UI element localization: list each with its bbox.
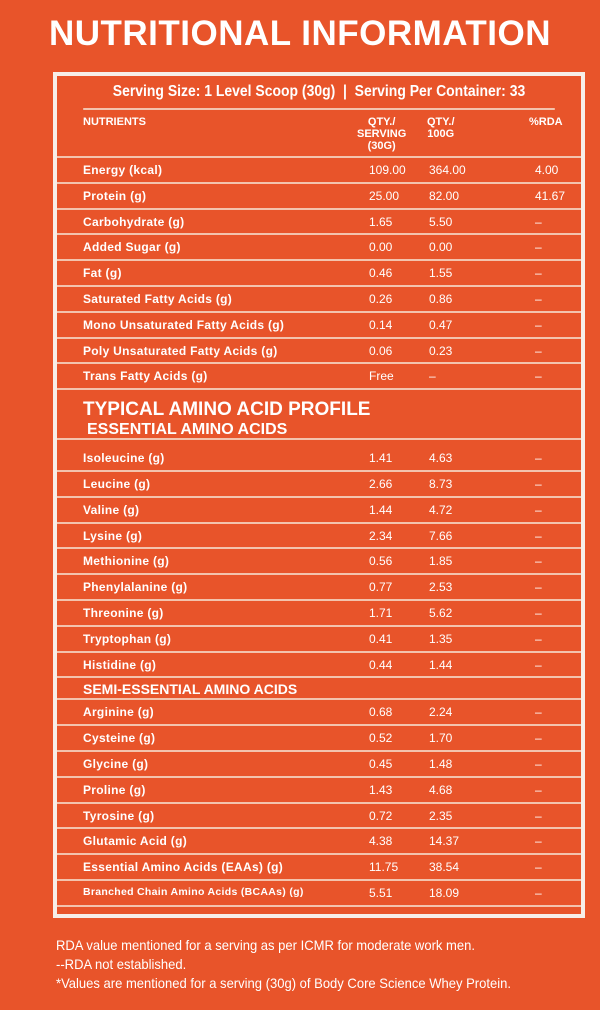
- rda-percent: –: [535, 885, 542, 900]
- table-row: [57, 627, 581, 653]
- table-row: [57, 184, 581, 210]
- qty-per-serving: 0.68: [369, 705, 393, 720]
- rda-percent: –: [535, 266, 542, 281]
- table-row: [57, 549, 581, 575]
- table-row: [57, 881, 581, 907]
- qty-per-100g: 364.00: [429, 163, 466, 177]
- qty-per-100g: 1.55: [429, 266, 453, 281]
- semi-rows: [57, 700, 581, 906]
- qty-per-serving: 1.44: [369, 502, 393, 517]
- nutrient-name: Branched Chain Amino Acids (BCAAs) (g): [83, 885, 304, 898]
- footnote: --RDA not established.: [56, 956, 187, 972]
- nutrients-rows: [57, 158, 581, 390]
- qty-per-serving: 4.38: [369, 834, 393, 849]
- nutrition-table: [53, 72, 585, 918]
- header-qty-100g: QTY./ 100G: [427, 116, 455, 140]
- rda-percent: –: [535, 705, 542, 720]
- qty-per-100g: 0.23: [429, 343, 453, 358]
- qty-per-serving: 11.75: [369, 860, 399, 875]
- qty-per-100g: 7.66: [429, 528, 453, 543]
- nutrient-name: Valine (g): [83, 502, 140, 517]
- nutrient-name: Isoleucine (g): [83, 451, 165, 466]
- table-row: [57, 158, 581, 184]
- nutrient-name: Phenylalanine (g): [83, 580, 188, 595]
- rda-percent: –: [535, 240, 542, 255]
- table-row: [57, 524, 581, 550]
- qty-per-serving: Free: [369, 369, 394, 384]
- table-row: [57, 752, 581, 778]
- qty-per-serving: 25.00: [369, 188, 400, 203]
- nutrient-name: Arginine (g): [83, 705, 154, 720]
- table-row: [57, 287, 581, 313]
- essential-rows: [57, 446, 581, 678]
- rda-percent: –: [535, 451, 542, 466]
- qty-per-serving: 1.43: [369, 782, 393, 797]
- nutrient-name: Proline (g): [83, 782, 146, 797]
- qty-per-100g: 0.86: [429, 291, 453, 306]
- nutrient-name: Energy (kcal): [83, 163, 163, 177]
- header-nutrients: NUTRIENTS: [83, 116, 146, 128]
- qty-per-100g: 1.70: [429, 731, 453, 746]
- nutrient-name: Tyrosine (g): [83, 808, 155, 823]
- qty-per-100g: 0.47: [429, 317, 453, 332]
- page-title: NUTRITIONAL INFORMATION: [48, 14, 552, 53]
- nutrient-name: Poly Unsaturated Fatty Acids (g): [83, 343, 278, 358]
- qty-per-serving: 0.72: [369, 808, 393, 823]
- qty-per-100g: 2.35: [429, 808, 453, 823]
- qty-per-100g: 2.24: [429, 705, 453, 720]
- rda-percent: –: [535, 756, 542, 771]
- nutrient-name: Essential Amino Acids (EAAs) (g): [83, 860, 284, 875]
- qty-per-serving: 2.66: [369, 476, 393, 491]
- qty-per-serving: 0.44: [369, 657, 393, 672]
- qty-per-100g: 2.53: [429, 580, 453, 595]
- qty-per-100g: 18.09: [429, 885, 460, 900]
- qty-per-serving: 0.00: [369, 240, 393, 255]
- table-row: [57, 446, 581, 472]
- nutrient-name: Histidine (g): [83, 657, 157, 672]
- qty-per-serving: 0.77: [369, 580, 393, 595]
- rda-percent: –: [535, 580, 542, 595]
- qty-per-100g: 4.68: [429, 782, 453, 797]
- table-row: [57, 778, 581, 804]
- table-row: [57, 726, 581, 752]
- footnote: *Values are mentioned for a serving (30g) of Body Core Science Whey Protein.: [56, 975, 511, 991]
- qty-per-serving: 1.65: [369, 214, 393, 229]
- qty-per-serving: 0.45: [369, 756, 393, 771]
- qty-per-serving: 5.51: [369, 885, 393, 900]
- rda-percent: –: [535, 860, 542, 875]
- header-qty-serving: QTY./ SERVING (30G): [357, 116, 407, 152]
- rda-percent: –: [535, 291, 542, 306]
- rda-percent: –: [535, 343, 542, 358]
- table-header: [57, 110, 581, 158]
- nutrient-name: Lysine (g): [83, 528, 143, 543]
- rda-percent: 4.00: [535, 163, 559, 177]
- table-row: [57, 700, 581, 726]
- rda-percent: –: [535, 782, 542, 797]
- qty-per-serving: 2.34: [369, 528, 393, 543]
- table-row: [57, 804, 581, 830]
- table-row: [57, 601, 581, 627]
- table-row: [57, 653, 581, 679]
- rda-percent: –: [535, 834, 542, 849]
- rda-percent: –: [535, 502, 542, 517]
- table-row: [57, 855, 581, 881]
- amino-section-heading: [57, 390, 581, 440]
- nutrient-name: Threonine (g): [83, 605, 164, 620]
- rda-percent: 41.67: [535, 188, 566, 203]
- amino-profile-title: TYPICAL AMINO ACID PROFILE: [83, 399, 371, 421]
- qty-per-serving: 0.52: [369, 731, 393, 746]
- qty-per-serving: 1.41: [369, 451, 393, 466]
- rda-percent: –: [535, 554, 542, 569]
- qty-per-100g: 5.62: [429, 605, 453, 620]
- rda-percent: –: [535, 528, 542, 543]
- qty-per-serving: 0.41: [369, 631, 393, 646]
- nutrient-name: Trans Fatty Acids (g): [83, 369, 208, 384]
- nutrient-name: Added Sugar (g): [83, 240, 181, 255]
- qty-per-100g: 8.73: [429, 476, 453, 491]
- nutrient-name: Protein (g): [83, 188, 147, 203]
- qty-per-serving: 0.26: [369, 291, 393, 306]
- qty-per-100g: –: [429, 369, 436, 384]
- header-rda: %RDA: [529, 116, 563, 128]
- qty-per-100g: 82.00: [429, 188, 460, 203]
- nutrient-name: Carbohydrate (g): [83, 214, 185, 229]
- footnote: RDA value mentioned for a serving as per ICMR for moderate work men.: [56, 937, 475, 953]
- qty-per-100g: 5.50: [429, 214, 453, 229]
- table-row: [57, 313, 581, 339]
- nutrient-name: Mono Unsaturated Fatty Acids (g): [83, 317, 285, 332]
- qty-per-100g: 1.48: [429, 756, 453, 771]
- qty-per-100g: 1.85: [429, 554, 453, 569]
- qty-per-100g: 0.00: [429, 240, 453, 255]
- qty-per-100g: 1.44: [429, 657, 453, 672]
- footnotes: [56, 936, 511, 993]
- semi-essential-title: SEMI-ESSENTIAL AMINO ACIDS: [57, 678, 581, 700]
- table-row: [57, 829, 581, 855]
- rda-percent: –: [535, 369, 542, 384]
- table-row: [57, 210, 581, 236]
- nutrient-name: Glutamic Acid (g): [83, 834, 187, 849]
- nutrient-name: Glycine (g): [83, 756, 149, 771]
- table-row: [57, 364, 581, 390]
- qty-per-serving: 0.46: [369, 266, 393, 281]
- rda-percent: –: [535, 731, 542, 746]
- table-row: [57, 339, 581, 365]
- rda-percent: –: [535, 476, 542, 491]
- essential-title: ESSENTIAL AMINO ACIDS: [87, 421, 288, 439]
- nutrient-name: Fat (g): [83, 266, 122, 281]
- qty-per-100g: 4.63: [429, 451, 453, 466]
- rda-percent: –: [535, 657, 542, 672]
- rda-percent: –: [535, 605, 542, 620]
- rda-percent: –: [535, 214, 542, 229]
- nutrient-name: Leucine (g): [83, 476, 151, 491]
- table-row: [57, 498, 581, 524]
- nutrient-name: Tryptophan (g): [83, 631, 172, 646]
- table-row: [57, 472, 581, 498]
- qty-per-serving: 0.56: [369, 554, 393, 569]
- table-row: [57, 261, 581, 287]
- qty-per-serving: 1.71: [369, 605, 393, 620]
- nutrient-name: Methionine (g): [83, 554, 170, 569]
- rda-percent: –: [535, 808, 542, 823]
- table-row: [57, 575, 581, 601]
- qty-per-serving: 0.14: [369, 317, 393, 332]
- qty-per-serving: 109.00: [369, 163, 406, 177]
- nutrient-name: Saturated Fatty Acids (g): [83, 291, 233, 306]
- qty-per-serving: 0.06: [369, 343, 393, 358]
- rda-percent: –: [535, 631, 542, 646]
- nutrient-name: Cysteine (g): [83, 731, 156, 746]
- rda-percent: –: [535, 317, 542, 332]
- qty-per-100g: 14.37: [429, 834, 460, 849]
- table-row: [57, 235, 581, 261]
- serving-info: Serving Size: 1 Level Scoop (30g) | Serving Per Container: 33: [83, 76, 555, 110]
- qty-per-100g: 38.54: [429, 860, 460, 875]
- qty-per-100g: 1.35: [429, 631, 453, 646]
- qty-per-100g: 4.72: [429, 502, 453, 517]
